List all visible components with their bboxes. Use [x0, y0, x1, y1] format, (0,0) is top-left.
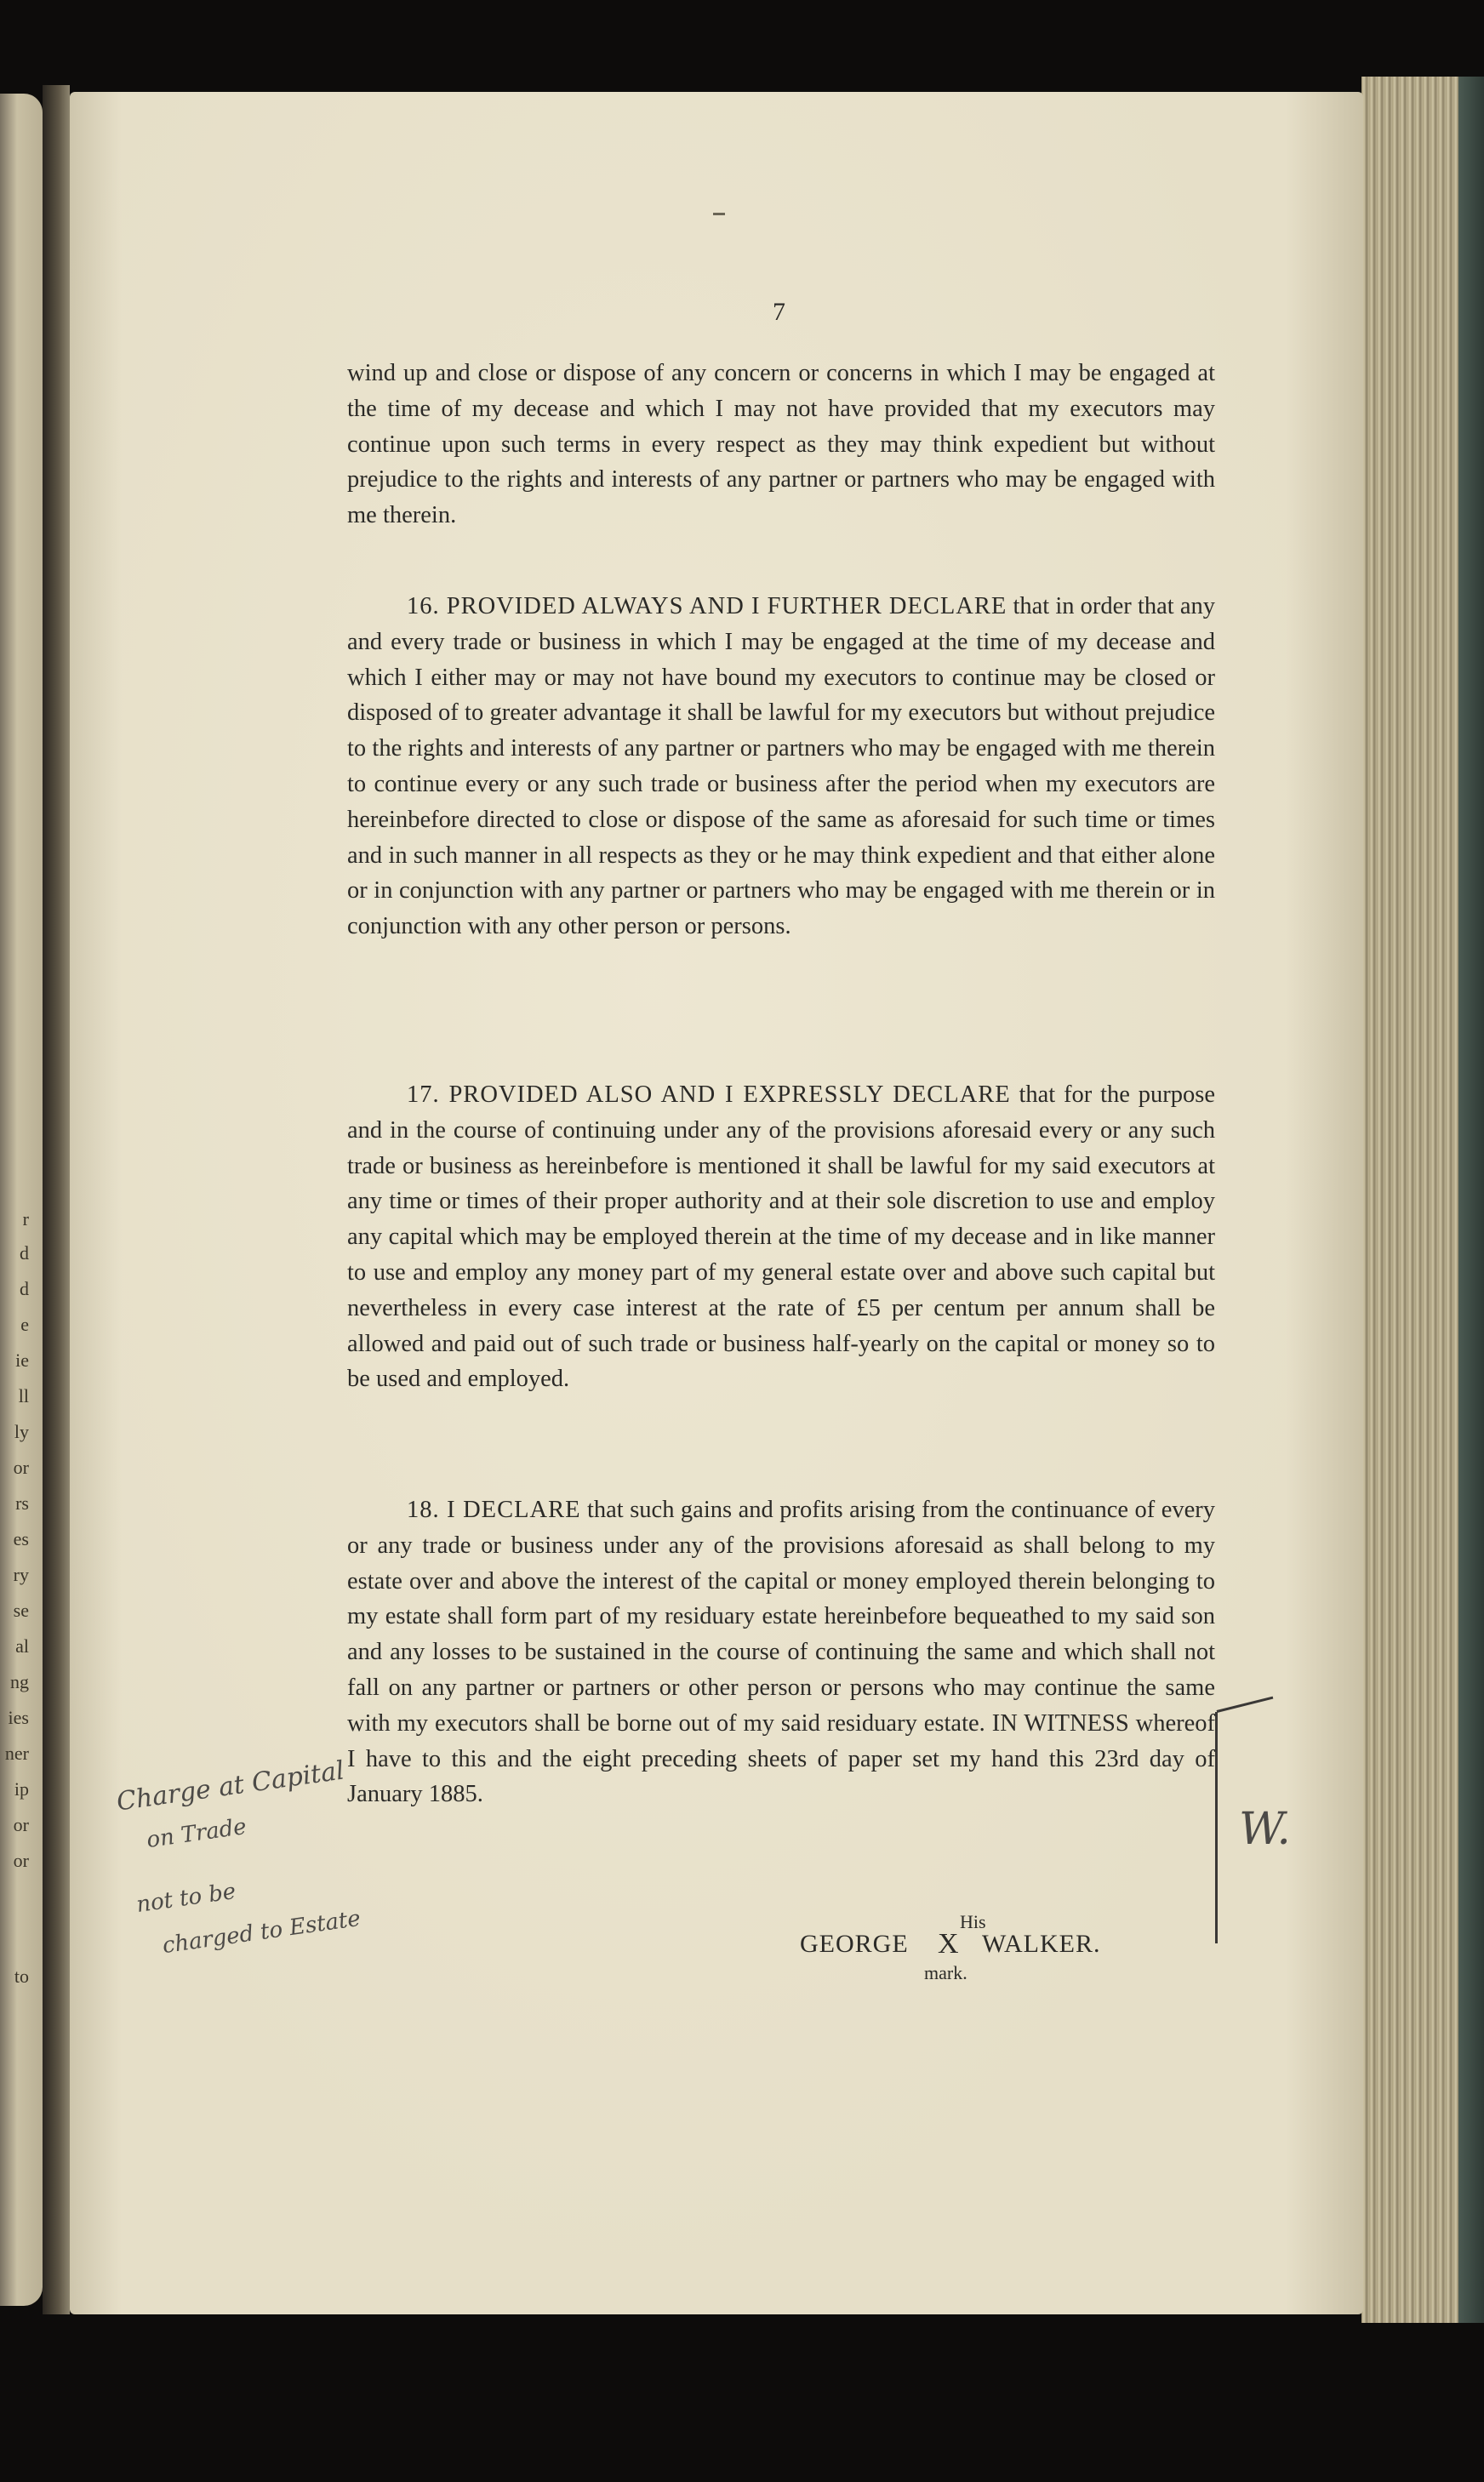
paragraph-18 — [347, 1492, 1215, 1812]
left-fragment: or — [13, 1850, 29, 1871]
signature-mark-label: mark. — [924, 1962, 967, 1983]
signature-his: His — [960, 1911, 986, 1932]
right-margin-initials: W. — [1239, 1804, 1291, 1855]
signature-mark-x: X — [938, 1928, 959, 1960]
paragraph-15-continued: wind up and close or dispose of any concern or concerns in which I may be engaged at the time of my decease and which I may not have provided that my executors may continue upon such terms in every respect as they may think expedient but without prejudice to the rights and interests of any partner or partners who may be engaged with me therein. — [347, 360, 1215, 529]
paragraph-16 — [347, 589, 1215, 944]
left-fragment: d — [20, 1278, 29, 1299]
paragraph-17-body: that for the purpose and in the course of continuing under any of the provisions aforesaid every or any such trade or business as hereinbefore is mentioned it shall be lawful for my said executors at any time or times of their proper authority and at their sole discretion to use and employ any capital which may be employed therein at the time of my decease and in like manner to use and employ any money part of my general estate over and above such capital but nevertheless in every case interest at the rate of £5 per centum per annum shall be allowed and paid out of such trade or business half-yearly on the capital or money so to be used and employed. — [347, 1081, 1215, 1393]
left-fragment: ll — [18, 1385, 29, 1406]
heading-17: 17. PROVIDED ALSO AND I EXPRESSLY DECLARE — [407, 1081, 1011, 1108]
left-fragment: or — [13, 1814, 29, 1835]
signature-first-name: GEORGE — [800, 1930, 909, 1958]
left-fragment: al — [15, 1635, 29, 1657]
paragraph-17 — [347, 1077, 1215, 1397]
margin-note-line: on Trade — [145, 1813, 248, 1854]
paragraph-18-body: that such gains and profits arising from the continuance of every or any trade or business under any of the provisions aforesaid as shall belong to my estate over and above the interest of the capital or money employed therein belonging to my estate shall form part of my residuary estate hereinbefore bequeathed to my said son and any losses to be sustained in the course of continuing the same and which shall not fall on any partner or partners or other person or persons who may continue the same with my executors shall be borne out of my said residuary estate. IN WITNESS whereof I have to this and the eight preceding sheets of paper set my hand this 23rd day of January 1885. — [347, 1497, 1215, 1808]
margin-note-line: charged to Estate — [161, 1905, 362, 1960]
left-fragment: ng — [10, 1671, 29, 1692]
left-fragment: to — [14, 1966, 29, 1987]
left-fragment: ies — [8, 1707, 29, 1728]
margin-note-line: not to be — [134, 1878, 238, 1919]
left-fragment: or — [13, 1457, 29, 1478]
margin-note-line: Charge at Capital — [114, 1755, 346, 1817]
left-page-text-fragments — [0, 94, 29, 2306]
heading-16: 16. PROVIDED ALWAYS AND I FURTHER DECLARE — [407, 593, 1007, 619]
page-number: 7 — [773, 298, 785, 326]
book-gutter — [43, 85, 70, 2314]
left-fragment: r — [22, 1208, 29, 1230]
left-fragment: ry — [13, 1564, 29, 1585]
left-fragment: ner — [4, 1743, 29, 1764]
heading-18: 18. I DECLARE — [407, 1497, 581, 1523]
signature-last-name: WALKER. — [982, 1930, 1101, 1958]
left-fragment: rs — [15, 1492, 29, 1514]
left-page-edge — [0, 94, 43, 2306]
book-cover — [1458, 77, 1484, 2323]
left-fragment: se — [13, 1600, 29, 1621]
page-stack-edge — [1361, 77, 1484, 2323]
left-fragment: es — [13, 1528, 29, 1549]
left-fragment: ie — [15, 1349, 29, 1371]
left-fragment: d — [20, 1242, 29, 1264]
paragraph-16-body: that in order that any and every trade or business in which I may be engaged at the time of my decease and which I either may or may not have bound my executors to continue may be closed or disposed of to greater advantage it shall be lawful for my executors but without prejudice to the rights and interests of any partner or partners who may be engaged with me therein to continue every or any such trade or business after the period when my executors are hereinbefore directed to close or dispose of the same as aforesaid for such time or times and in such manner in all respects as they or he may think expedient and that either alone or in conjunction with any partner or partners who may be engaged with me therein or in conjunction with any other person or persons. — [347, 593, 1215, 940]
margin-bracket — [1215, 1712, 1218, 1943]
page-mark — [713, 213, 725, 215]
left-fragment: e — [20, 1314, 29, 1335]
left-fragment: ly — [14, 1421, 29, 1442]
left-fragment: ip — [14, 1778, 29, 1800]
